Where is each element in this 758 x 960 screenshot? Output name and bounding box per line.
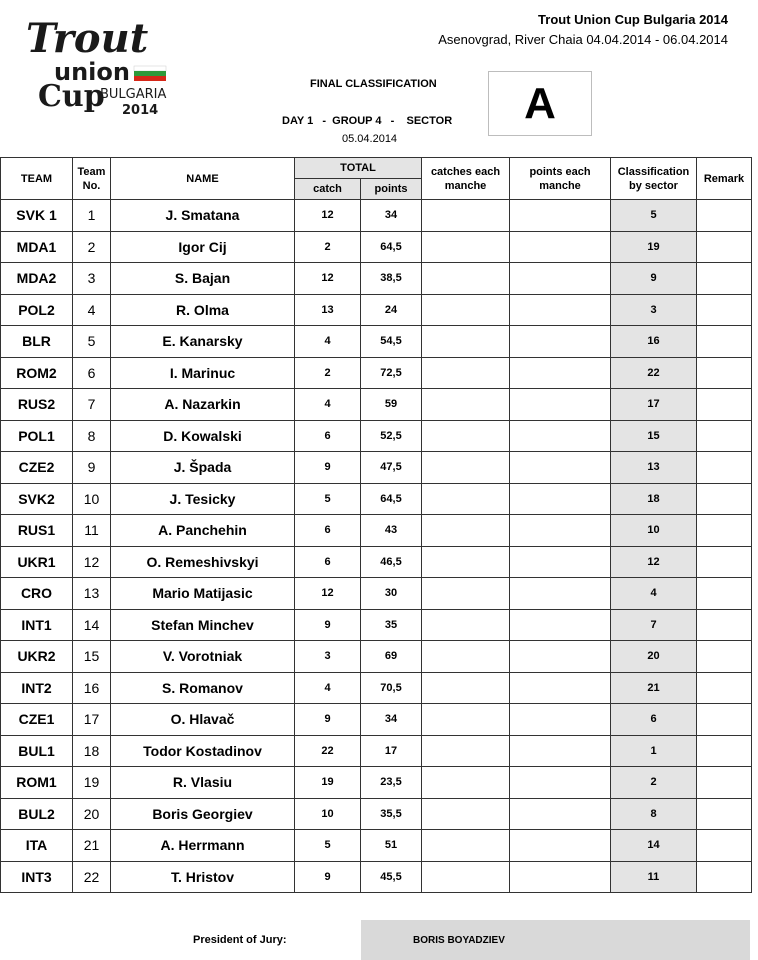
team-number: 3 (73, 263, 111, 295)
total-catch: 5 (295, 483, 361, 515)
logo-flag-red (134, 76, 166, 81)
competitor-name: Stefan Minchev (111, 609, 295, 641)
points-each-manche-cell (510, 735, 611, 767)
points-each-manche-cell (510, 861, 611, 893)
total-points: 38,5 (361, 263, 422, 295)
total-points: 35 (361, 609, 422, 641)
team-code: BLR (1, 326, 73, 358)
sector-classification: 6 (611, 704, 697, 736)
points-each-manche-cell (510, 798, 611, 830)
table-row (1, 578, 752, 610)
total-catch: 9 (295, 861, 361, 893)
competitor-name: Boris Georgiev (111, 798, 295, 830)
competitor-name: I. Marinuc (111, 357, 295, 389)
remark-cell (697, 641, 752, 673)
table-row (1, 231, 752, 263)
logo-text-bulgaria: BULGARIA (100, 87, 167, 102)
sector-classification: 22 (611, 357, 697, 389)
competitor-name: A. Herrmann (111, 830, 295, 862)
total-catch: 4 (295, 326, 361, 358)
team-code: INT1 (1, 609, 73, 641)
team-number: 22 (73, 861, 111, 893)
team-code: SVK2 (1, 483, 73, 515)
catches-each-manche-cell (422, 326, 510, 358)
remark-cell (697, 735, 752, 767)
team-code: MDA1 (1, 231, 73, 263)
team-number: 11 (73, 515, 111, 547)
competitor-name: R. Vlasiu (111, 767, 295, 799)
sector-classification: 11 (611, 861, 697, 893)
header-catches-each-manche: catches each manche (422, 158, 510, 200)
competitor-name: A. Panchehin (111, 515, 295, 547)
total-points: 35,5 (361, 798, 422, 830)
points-each-manche-cell (510, 830, 611, 862)
catches-each-manche-cell (422, 798, 510, 830)
team-code: RUS2 (1, 389, 73, 421)
day-group-sector-line: DAY 1 - GROUP 4 - SECTOR (282, 115, 453, 127)
total-points: 46,5 (361, 546, 422, 578)
catches-each-manche-cell (422, 263, 510, 295)
sector-classification: 9 (611, 263, 697, 295)
team-number: 5 (73, 326, 111, 358)
team-code: RUS1 (1, 515, 73, 547)
table-row (1, 389, 752, 421)
total-catch: 12 (295, 263, 361, 295)
total-points: 59 (361, 389, 422, 421)
total-catch: 9 (295, 704, 361, 736)
logo-text-cup: Cup (38, 79, 105, 114)
table-row (1, 357, 752, 389)
logo-text-trout: Trout (26, 16, 149, 62)
catches-each-manche-cell (422, 515, 510, 547)
header-name: NAME (111, 158, 295, 200)
table-row (1, 452, 752, 484)
team-code: UKR1 (1, 546, 73, 578)
competitor-name: D. Kowalski (111, 420, 295, 452)
remark-cell (697, 357, 752, 389)
table-row (1, 515, 752, 547)
points-each-manche-cell (510, 515, 611, 547)
total-points: 52,5 (361, 420, 422, 452)
competitor-name: E. Kanarsky (111, 326, 295, 358)
team-code: MDA2 (1, 263, 73, 295)
catches-each-manche-cell (422, 861, 510, 893)
team-number: 8 (73, 420, 111, 452)
total-points: 69 (361, 641, 422, 673)
total-points: 47,5 (361, 452, 422, 484)
team-number: 18 (73, 735, 111, 767)
remark-cell (697, 830, 752, 862)
total-catch: 12 (295, 200, 361, 232)
catches-each-manche-cell (422, 420, 510, 452)
table-row (1, 609, 752, 641)
total-catch: 9 (295, 609, 361, 641)
header-team-no: Team No. (73, 158, 111, 200)
points-each-manche-cell (510, 546, 611, 578)
sector-classification: 18 (611, 483, 697, 515)
team-code: INT2 (1, 672, 73, 704)
competitor-name: O. Hlavač (111, 704, 295, 736)
remark-cell (697, 452, 752, 484)
catches-each-manche-cell (422, 452, 510, 484)
total-catch: 9 (295, 452, 361, 484)
points-each-manche-cell (510, 326, 611, 358)
total-catch: 6 (295, 515, 361, 547)
team-code: POL2 (1, 294, 73, 326)
table-row (1, 672, 752, 704)
points-each-manche-cell (510, 200, 611, 232)
remark-cell (697, 263, 752, 295)
team-code: CZE2 (1, 452, 73, 484)
remark-cell (697, 704, 752, 736)
competitor-name: Mario Matijasic (111, 578, 295, 610)
catches-each-manche-cell (422, 641, 510, 673)
total-points: 64,5 (361, 483, 422, 515)
team-number: 9 (73, 452, 111, 484)
team-code: BUL2 (1, 798, 73, 830)
sector-classification: 14 (611, 830, 697, 862)
competitor-name: J. Špada (111, 452, 295, 484)
team-number: 13 (73, 578, 111, 610)
catches-each-manche-cell (422, 578, 510, 610)
team-number: 17 (73, 704, 111, 736)
results-table (0, 157, 752, 893)
table-row (1, 641, 752, 673)
logo-text-year: 2014 (122, 103, 159, 118)
table-row (1, 263, 752, 295)
competitor-name: R. Olma (111, 294, 295, 326)
team-code: SVK 1 (1, 200, 73, 232)
remark-cell (697, 609, 752, 641)
competitor-name: Todor Kostadinov (111, 735, 295, 767)
total-catch: 4 (295, 389, 361, 421)
total-points: 24 (361, 294, 422, 326)
sector-classification: 1 (611, 735, 697, 767)
team-number: 10 (73, 483, 111, 515)
team-code: ROM2 (1, 357, 73, 389)
sector-classification: 2 (611, 767, 697, 799)
sector-classification: 3 (611, 294, 697, 326)
points-each-manche-cell (510, 704, 611, 736)
team-number: 6 (73, 357, 111, 389)
header-remark: Remark (697, 158, 752, 200)
catches-each-manche-cell (422, 767, 510, 799)
logo-flag-white (134, 66, 166, 71)
table-row (1, 200, 752, 232)
jury-president-name: BORIS BOYADZIEV (361, 920, 750, 960)
competitor-name: Igor Cij (111, 231, 295, 263)
catches-each-manche-cell (422, 830, 510, 862)
total-catch: 2 (295, 231, 361, 263)
catches-each-manche-cell (422, 200, 510, 232)
team-number: 12 (73, 546, 111, 578)
team-number: 16 (73, 672, 111, 704)
sector-classification: 10 (611, 515, 697, 547)
catches-each-manche-cell (422, 672, 510, 704)
total-catch: 10 (295, 798, 361, 830)
total-points: 70,5 (361, 672, 422, 704)
remark-cell (697, 798, 752, 830)
sector-classification: 8 (611, 798, 697, 830)
points-each-manche-cell (510, 357, 611, 389)
competitor-name: T. Hristov (111, 861, 295, 893)
sector-classification: 20 (611, 641, 697, 673)
team-number: 2 (73, 231, 111, 263)
header-team: TEAM (1, 158, 73, 200)
total-points: 72,5 (361, 357, 422, 389)
points-each-manche-cell (510, 672, 611, 704)
total-points: 45,5 (361, 861, 422, 893)
points-each-manche-cell (510, 263, 611, 295)
team-number: 1 (73, 200, 111, 232)
competitor-name: A. Nazarkin (111, 389, 295, 421)
sector-classification: 17 (611, 389, 697, 421)
catches-each-manche-cell (422, 483, 510, 515)
remark-cell (697, 326, 752, 358)
classification-date: 05.04.2014 (342, 133, 398, 145)
remark-cell (697, 294, 752, 326)
total-points: 34 (361, 704, 422, 736)
remark-cell (697, 231, 752, 263)
competitor-name: J. Smatana (111, 200, 295, 232)
logo-flag-green (134, 71, 166, 76)
sector-letter-box: A (488, 71, 592, 136)
table-row (1, 767, 752, 799)
sector-classification: 12 (611, 546, 697, 578)
team-number: 7 (73, 389, 111, 421)
table-row (1, 483, 752, 515)
points-each-manche-cell (510, 578, 611, 610)
points-each-manche-cell (510, 389, 611, 421)
total-catch: 13 (295, 294, 361, 326)
table-row (1, 861, 752, 893)
team-number: 15 (73, 641, 111, 673)
table-row (1, 735, 752, 767)
sector-classification: 15 (611, 420, 697, 452)
catches-each-manche-cell (422, 609, 510, 641)
catches-each-manche-cell (422, 546, 510, 578)
total-catch: 5 (295, 830, 361, 862)
table-row (1, 704, 752, 736)
remark-cell (697, 200, 752, 232)
team-code: UKR2 (1, 641, 73, 673)
team-code: CZE1 (1, 704, 73, 736)
team-code: INT3 (1, 861, 73, 893)
remark-cell (697, 578, 752, 610)
team-number: 14 (73, 609, 111, 641)
points-each-manche-cell (510, 231, 611, 263)
total-catch: 22 (295, 735, 361, 767)
trout-union-cup-logo (24, 16, 174, 120)
remark-cell (697, 861, 752, 893)
event-location-dates: Asenovgrad, River Chaia 04.04.2014 - 06.04.2014 (438, 32, 728, 47)
team-code: CRO (1, 578, 73, 610)
team-code: ITA (1, 830, 73, 862)
total-points: 54,5 (361, 326, 422, 358)
total-catch: 6 (295, 546, 361, 578)
catches-each-manche-cell (422, 231, 510, 263)
remark-cell (697, 420, 752, 452)
event-title: Trout Union Cup Bulgaria 2014 (538, 12, 728, 27)
table-row (1, 546, 752, 578)
total-points: 64,5 (361, 231, 422, 263)
total-points: 23,5 (361, 767, 422, 799)
total-catch: 4 (295, 672, 361, 704)
total-catch: 12 (295, 578, 361, 610)
remark-cell (697, 483, 752, 515)
total-points: 34 (361, 200, 422, 232)
points-each-manche-cell (510, 767, 611, 799)
competitor-name: O. Remeshivskyi (111, 546, 295, 578)
catches-each-manche-cell (422, 735, 510, 767)
points-each-manche-cell (510, 294, 611, 326)
total-catch: 2 (295, 357, 361, 389)
remark-cell (697, 546, 752, 578)
points-each-manche-cell (510, 641, 611, 673)
sector-classification: 4 (611, 578, 697, 610)
team-code: POL1 (1, 420, 73, 452)
competitor-name: V. Vorotniak (111, 641, 295, 673)
competitor-name: S. Romanov (111, 672, 295, 704)
points-each-manche-cell (510, 452, 611, 484)
total-points: 51 (361, 830, 422, 862)
sector-classification: 21 (611, 672, 697, 704)
catches-each-manche-cell (422, 389, 510, 421)
table-row (1, 798, 752, 830)
remark-cell (697, 672, 752, 704)
sector-classification: 7 (611, 609, 697, 641)
team-number: 19 (73, 767, 111, 799)
total-points: 30 (361, 578, 422, 610)
team-code: BUL1 (1, 735, 73, 767)
total-points: 43 (361, 515, 422, 547)
table-row (1, 326, 752, 358)
team-number: 20 (73, 798, 111, 830)
competitor-name: S. Bajan (111, 263, 295, 295)
table-row (1, 830, 752, 862)
total-catch: 6 (295, 420, 361, 452)
jury-president-label: President of Jury: (193, 934, 287, 946)
header-classification-by-sector: Classification by sector (611, 158, 697, 200)
points-each-manche-cell (510, 609, 611, 641)
team-number: 21 (73, 830, 111, 862)
total-points: 17 (361, 735, 422, 767)
competitor-name: J. Tesicky (111, 483, 295, 515)
points-each-manche-cell (510, 420, 611, 452)
total-catch: 3 (295, 641, 361, 673)
points-each-manche-cell (510, 483, 611, 515)
sector-classification: 13 (611, 452, 697, 484)
sector-classification: 19 (611, 231, 697, 263)
header-points-each-manche: points each manche (510, 158, 611, 200)
catches-each-manche-cell (422, 704, 510, 736)
total-catch: 19 (295, 767, 361, 799)
team-number: 4 (73, 294, 111, 326)
logo-text-union: union (54, 58, 130, 86)
header-total: TOTAL (295, 158, 422, 179)
catches-each-manche-cell (422, 357, 510, 389)
remark-cell (697, 515, 752, 547)
header-catch: catch (295, 179, 361, 200)
sector-classification: 16 (611, 326, 697, 358)
remark-cell (697, 767, 752, 799)
sector-classification: 5 (611, 200, 697, 232)
remark-cell (697, 389, 752, 421)
team-code: ROM1 (1, 767, 73, 799)
catches-each-manche-cell (422, 294, 510, 326)
table-row (1, 294, 752, 326)
final-classification-label: FINAL CLASSIFICATION (310, 78, 437, 90)
table-row (1, 420, 752, 452)
header-points: points (361, 179, 422, 200)
